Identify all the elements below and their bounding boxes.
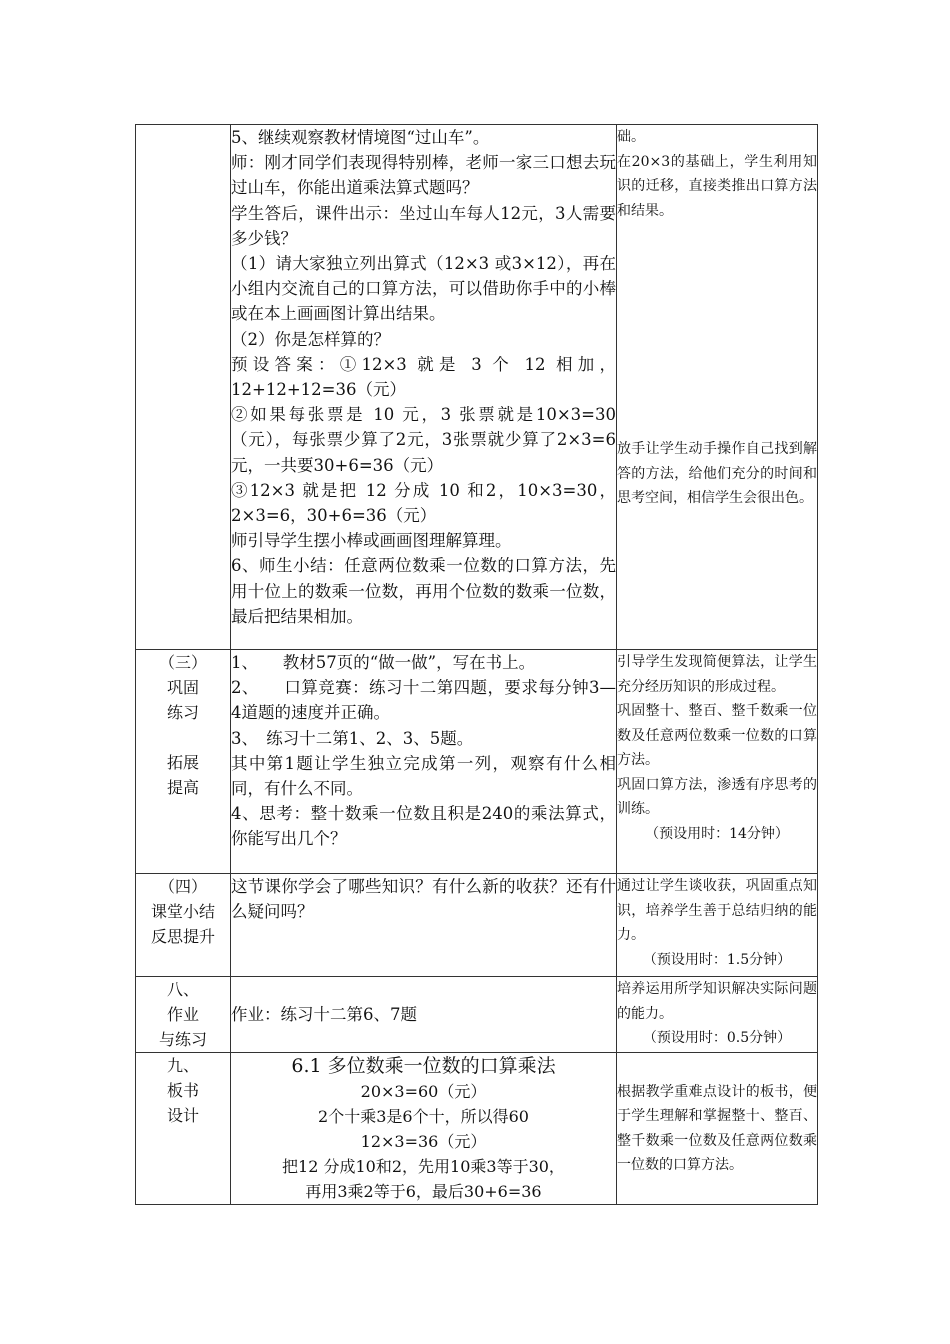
table-row	[136, 874, 818, 977]
content-line: （2）你是怎样算的？	[231, 329, 390, 349]
stage-label: 课堂小结	[150, 902, 215, 921]
content-line: 3、 练习十二第1、2、3、5题。	[231, 728, 474, 748]
note-line: 引导学生发现简便算法，让学生充分经历知识的形成过程。	[617, 654, 817, 695]
content-line: 预设答案：①12×3 就是 3 个 12 相加，12+12+12=36（元）	[231, 354, 616, 400]
notes-cell	[617, 977, 818, 1053]
content-line: 4、思考：整十数乘一位数且积是240的乘法算式，你能写出几个？	[231, 804, 616, 849]
stage-label: （三）	[158, 653, 207, 672]
content-line: 5、继续观察教材情境图“过山车”。	[231, 128, 490, 147]
note-line: 通过让学生谈收获，巩固重点知识，培养学生善于总结归纳的能力。	[617, 878, 817, 943]
stage-cell	[136, 874, 231, 977]
note-line: 础。	[617, 129, 645, 145]
stage-label	[136, 725, 230, 750]
content-line: 师引导学生摆小棒或画画图理解算理。	[231, 531, 512, 551]
time-estimate: （预设用时：14分钟）	[645, 825, 789, 842]
stage-label: 八、	[166, 980, 199, 999]
content-line: 师：刚才同学们表现得特别棒，老师一家三口想去玩过山车，你能出道乘法算式题吗？	[231, 153, 616, 198]
content-line: 学生答后，课件出示：坐过山车每人12元，3人需要多少钱？	[231, 203, 616, 248]
stage-label: 九、	[166, 1056, 199, 1075]
stage-label: 反思提升	[150, 927, 215, 946]
board-line: 再用3乘2等于6，最后30+6=36	[305, 1182, 542, 1201]
stage-label: 练习	[166, 703, 199, 722]
notes-cell	[617, 125, 818, 650]
note-line: 巩固整十、整百、整千数乘一位数及任意两位数乘一位数的口算方法。	[617, 703, 817, 768]
board-line: 把12 分成10和2，先用10乘3等于30，	[282, 1157, 565, 1176]
board-line: 2个十乘3是6个十，所以得60	[318, 1107, 529, 1126]
stage-cell	[136, 1053, 231, 1205]
content-line: 6、师生小结：任意两位数乘一位数的口算方法，先用十位上的数乘一位数，再用个位数的数乘一位数，最后把结果相加。	[231, 556, 616, 626]
note-line: 在20×3的基础上，学生利用知识的迁移，直接类推出口算方法和结果。	[617, 153, 817, 219]
note-line: 放手让学生动手操作自己找到解答的方法，给他们充分的时间和思考空间，相信学生会很出色。	[617, 441, 817, 506]
content-cell	[231, 125, 617, 650]
time-estimate: （预设用时：1.5分钟）	[642, 951, 792, 968]
stage-label: 作业	[166, 1005, 199, 1024]
time-estimate: （预设用时：0.5分钟）	[642, 1030, 792, 1046]
notes-cell	[617, 874, 818, 977]
table-row	[136, 650, 818, 874]
content-line: 2、 口算竞赛：练习十二第四题，要求每分钟3—4道题的速度并正确。	[231, 678, 616, 723]
board-line: 12×3=36（元）	[360, 1132, 487, 1151]
content-line: 作业：练习十二第6、7题	[231, 1004, 417, 1024]
content-line: 1、 教材57页的“做一做”，写在书上。	[231, 653, 536, 672]
table-row	[136, 977, 818, 1053]
stage-label: 提高	[166, 778, 199, 797]
stage-cell	[136, 977, 231, 1053]
content-line: 这节课你学会了哪些知识？有什么新的收获？还有什么疑问吗？	[231, 877, 616, 922]
board-title: 6.1 多位数乘一位数的口算乘法	[291, 1055, 556, 1077]
content-line: （1）请大家独立列出算式（12×3 或3×12），再在小组内交流自己的口算方法，可以借助你手中的小棒或在本上画画图计算出结果。	[231, 254, 616, 324]
board-design-cell	[231, 1053, 617, 1205]
stage-cell	[136, 125, 231, 650]
content-cell	[231, 874, 617, 977]
table-row	[136, 1053, 818, 1205]
content-line: ②如果每张票是 10 元，3 张票就是10×3=30（元），每张票少算了2元，3张票就少算了2×3=6元，一共要30+6=36（元）	[231, 405, 616, 475]
note-line: 巩固口算方法，渗透有序思考的训练。	[617, 776, 817, 817]
note-line: 培养运用所学知识解决实际问题的能力。	[617, 981, 817, 1022]
content-cell	[231, 977, 617, 1053]
stage-label: 设计	[166, 1106, 199, 1125]
stage-cell	[136, 650, 231, 874]
stage-label: 与练习	[158, 1030, 207, 1049]
stage-label: 巩固	[166, 678, 199, 697]
notes-cell	[617, 650, 818, 874]
spacer	[617, 223, 817, 437]
content-line: ③12×3 就是把 12 分成 10 和2，10×3=30，2×3=6，30+6=36（元）	[231, 480, 616, 526]
note-line: 根据教学重难点设计的板书，便于学生理解和掌握整十、整百、整千数乘一位数及任意两位数乘一位数的口算方法。	[617, 1083, 817, 1173]
stage-label: 板书	[166, 1081, 199, 1100]
content-line: 其中第1题让学生独立完成第一列，观察有什么相同，有什么不同。	[231, 753, 616, 799]
stage-label: （四）	[158, 877, 207, 896]
stage-label: 拓展	[166, 753, 199, 772]
table-row	[136, 125, 818, 650]
notes-cell	[617, 1053, 818, 1205]
content-cell	[231, 650, 617, 874]
board-line: 20×3=60（元）	[360, 1082, 487, 1101]
lesson-plan-table	[135, 124, 818, 1205]
